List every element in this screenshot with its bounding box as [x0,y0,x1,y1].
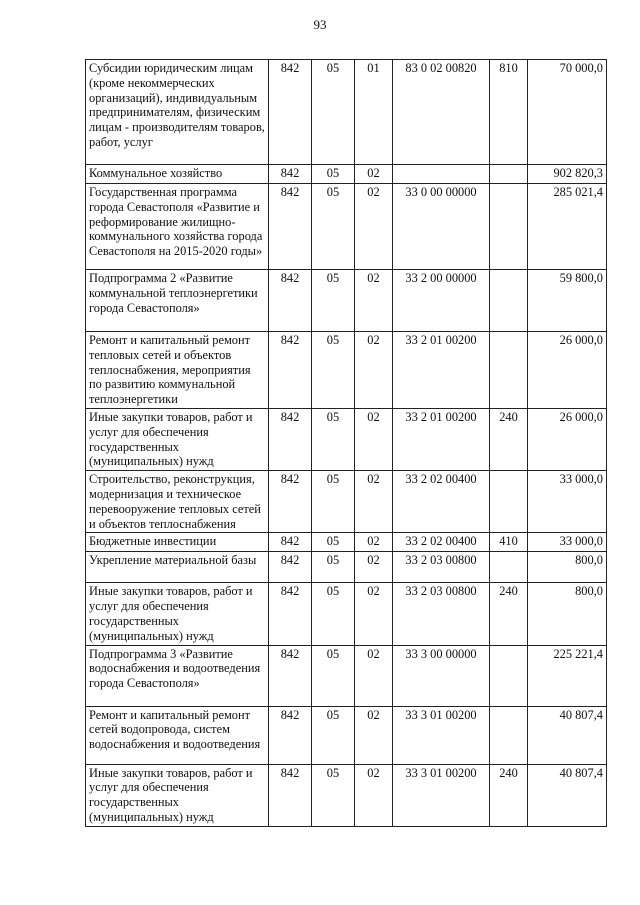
row-name: Иные закупки товаров, работ и услуг для обеспечения государственных (муниципальных) нужд [86,583,269,645]
row-vr [490,552,528,583]
row-pr: 02 [355,165,393,184]
row-pr: 01 [355,60,393,165]
table-row [86,552,607,583]
row-pr: 02 [355,764,393,826]
row-sum: 800,0 [528,583,607,645]
table-row [86,706,607,764]
row-sum: 26 000,0 [528,408,607,470]
row-vr [490,184,528,270]
table-row [86,332,607,409]
row-ved: 842 [269,706,312,764]
row-sum: 902 820,3 [528,165,607,184]
row-ved: 842 [269,60,312,165]
table-row [86,645,607,706]
row-sum: 70 000,0 [528,60,607,165]
row-csr: 83 0 02 00820 [393,60,490,165]
table-row [86,184,607,270]
row-name: Подпрограмма 3 «Развитие водоснабжения и водоотведения города Севастополя» [86,645,269,706]
row-sum: 59 800,0 [528,270,607,332]
row-name: Иные закупки товаров, работ и услуг для обеспечения государственных (муниципальных) нужд [86,408,269,470]
row-name: Государственная программа города Севастополя «Развитие и реформирование жилищно-коммунального хозяйства города Севастополя на 2015-2020 годы» [86,184,269,270]
row-rz: 05 [312,184,355,270]
row-vr [490,165,528,184]
row-rz: 05 [312,60,355,165]
row-ved: 842 [269,533,312,552]
row-ved: 842 [269,471,312,533]
row-sum: 26 000,0 [528,332,607,409]
row-csr: 33 2 01 00200 [393,332,490,409]
row-ved: 842 [269,552,312,583]
row-name: Ремонт и капитальный ремонт тепловых сетей и объектов теплоснабжения, мероприятия по развитию коммунальной теплоэнергетики [86,332,269,409]
row-pr: 02 [355,471,393,533]
row-name: Коммунальное хозяйство [86,165,269,184]
table-row [86,165,607,184]
table-row [86,764,607,826]
row-vr: 240 [490,583,528,645]
row-rz: 05 [312,270,355,332]
row-ved: 842 [269,270,312,332]
row-csr: 33 2 02 00400 [393,533,490,552]
row-pr: 02 [355,552,393,583]
row-vr: 810 [490,60,528,165]
row-csr: 33 2 02 00400 [393,471,490,533]
row-sum: 40 807,4 [528,764,607,826]
row-vr [490,645,528,706]
row-vr: 240 [490,764,528,826]
row-csr: 33 3 01 00200 [393,706,490,764]
row-vr [490,471,528,533]
row-name: Строительство, реконструкция, модернизация и техническое перевооружение тепловых сетей и объектов теплоснабжения [86,471,269,533]
row-name: Подпрограмма 2 «Развитие коммунальной теплоэнергетики города Севастополя» [86,270,269,332]
row-ved: 842 [269,332,312,409]
row-sum: 33 000,0 [528,471,607,533]
row-rz: 05 [312,645,355,706]
row-vr [490,706,528,764]
table-row [86,270,607,332]
row-sum: 40 807,4 [528,706,607,764]
row-rz: 05 [312,706,355,764]
row-ved: 842 [269,184,312,270]
row-name: Ремонт и капитальный ремонт сетей водопровода, систем водоснабжения и водоотведения [86,706,269,764]
row-rz: 05 [312,471,355,533]
row-vr [490,270,528,332]
table-row [86,583,607,645]
table-row [86,408,607,470]
row-pr: 02 [355,408,393,470]
row-csr: 33 3 01 00200 [393,764,490,826]
budget-table [85,59,607,827]
row-csr: 33 0 00 00000 [393,184,490,270]
row-rz: 05 [312,408,355,470]
row-rz: 05 [312,533,355,552]
table-row [86,60,607,165]
row-sum: 800,0 [528,552,607,583]
row-pr: 02 [355,583,393,645]
row-csr [393,165,490,184]
row-sum: 33 000,0 [528,533,607,552]
row-name: Субсидии юридическим лицам (кроме некоммерческих организаций), индивидуальным предпринимателям, физическим лицам - производителям товаров, работ, услуг [86,60,269,165]
row-pr: 02 [355,645,393,706]
row-rz: 05 [312,583,355,645]
row-ved: 842 [269,408,312,470]
row-sum: 225 221,4 [528,645,607,706]
row-pr: 02 [355,184,393,270]
row-sum: 285 021,4 [528,184,607,270]
table-row [86,533,607,552]
row-ved: 842 [269,583,312,645]
row-rz: 05 [312,165,355,184]
row-rz: 05 [312,764,355,826]
row-rz: 05 [312,332,355,409]
row-csr: 33 2 03 00800 [393,583,490,645]
row-vr [490,332,528,409]
row-rz: 05 [312,552,355,583]
row-pr: 02 [355,533,393,552]
row-csr: 33 3 00 00000 [393,645,490,706]
row-pr: 02 [355,706,393,764]
row-ved: 842 [269,645,312,706]
row-ved: 842 [269,764,312,826]
row-csr: 33 2 00 00000 [393,270,490,332]
row-pr: 02 [355,332,393,409]
row-vr: 410 [490,533,528,552]
row-csr: 33 2 01 00200 [393,408,490,470]
row-ved: 842 [269,165,312,184]
page-number: 93 [313,17,327,32]
row-name: Иные закупки товаров, работ и услуг для обеспечения государственных (муниципальных) нужд [86,764,269,826]
row-vr: 240 [490,408,528,470]
row-pr: 02 [355,270,393,332]
table-row [86,471,607,533]
row-name: Бюджетные инвестиции [86,533,269,552]
row-csr: 33 2 03 00800 [393,552,490,583]
row-name: Укрепление материальной базы [86,552,269,583]
